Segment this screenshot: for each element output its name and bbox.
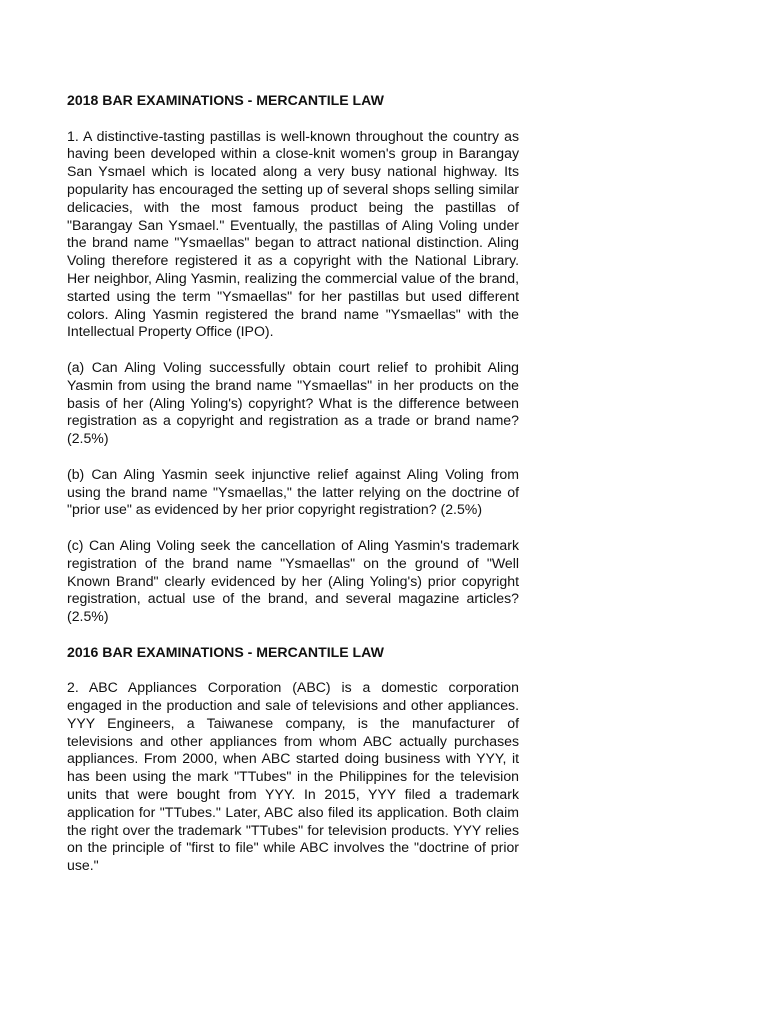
question-1a-paragraph: (a) Can Aling Voling successfully obtain court relief to prohibit Aling Yasmin from using the brand name "Ysmaellas" in her products on the basis of her (Aling Yoling's) copyright? What is the difference between registration as a copyright and registration as a trade or brand name? (2.5%): [67, 358, 519, 447]
question-2-paragraph: 2. ABC Appliances Corporation (ABC) is a domestic corporation engaged in the production and sale of televisions and other appliances. YYY Engineers, a Taiwanese company, is the manufacturer of televisions and other appliances from whom ABC actually purchases appliances. From 2000, when ABC started doing business with YYY, it has been using the mark "TTubes" in the Philippines for the television units that were bought from YYY. In 2015, YYY filed a trademark application for "TTubes." Later, ABC also filed its application. Both claim the right over the trademark "TTubes" for television products. YYY relies on the principle of "first to file" while ABC involves the "doctrine of prior use.": [67, 679, 519, 874]
document-page: [67, 92, 519, 893]
question-1c-paragraph: (c) Can Aling Voling seek the cancellation of Aling Yasmin's trademark registration of the brand name "Ysmaellas" on the ground of "Well Known Brand" clearly evidenced by her (Aling Yoling's) prior copyright registration, actual use of the brand, and several magazine articles? (2.5%): [67, 536, 519, 625]
question-1b-paragraph: (b) Can Aling Yasmin seek injunctive relief against Aling Voling from using the brand name "Ysmaellas," the latter relying on the doctrine of "prior use" as evidenced by her prior copyright registration? (2.5%): [67, 465, 519, 518]
section-heading-2016: 2016 BAR EXAMINATIONS - MERCANTILE LAW: [67, 643, 384, 660]
section-heading-2018: 2018 BAR EXAMINATIONS - MERCANTILE LAW: [67, 92, 384, 108]
question-1-paragraph: 1. A distinctive-tasting pastillas is well-known throughout the country as having been developed within a close-knit women's group in Barangay San Ysmael which is located along a very busy national highway. Its popularity has encouraged the setting up of several shops selling similar delicacies, with the most famous product being the pastillas of "Barangay San Ysmael." Eventually, the pastillas of Aling Voling under the brand name "Ysmaellas" began to attract national distinction. Aling Voling therefore registered it as a copyright with the National Library. Her neighbor, Aling Yasmin, realizing the commercial value of the brand, started using the term "Ysmaellas" for her pastillas but used different colors. Aling Yasmin registered the brand name "Ysmaellas" with the Intellectual Property Office (IPO).: [67, 127, 519, 340]
